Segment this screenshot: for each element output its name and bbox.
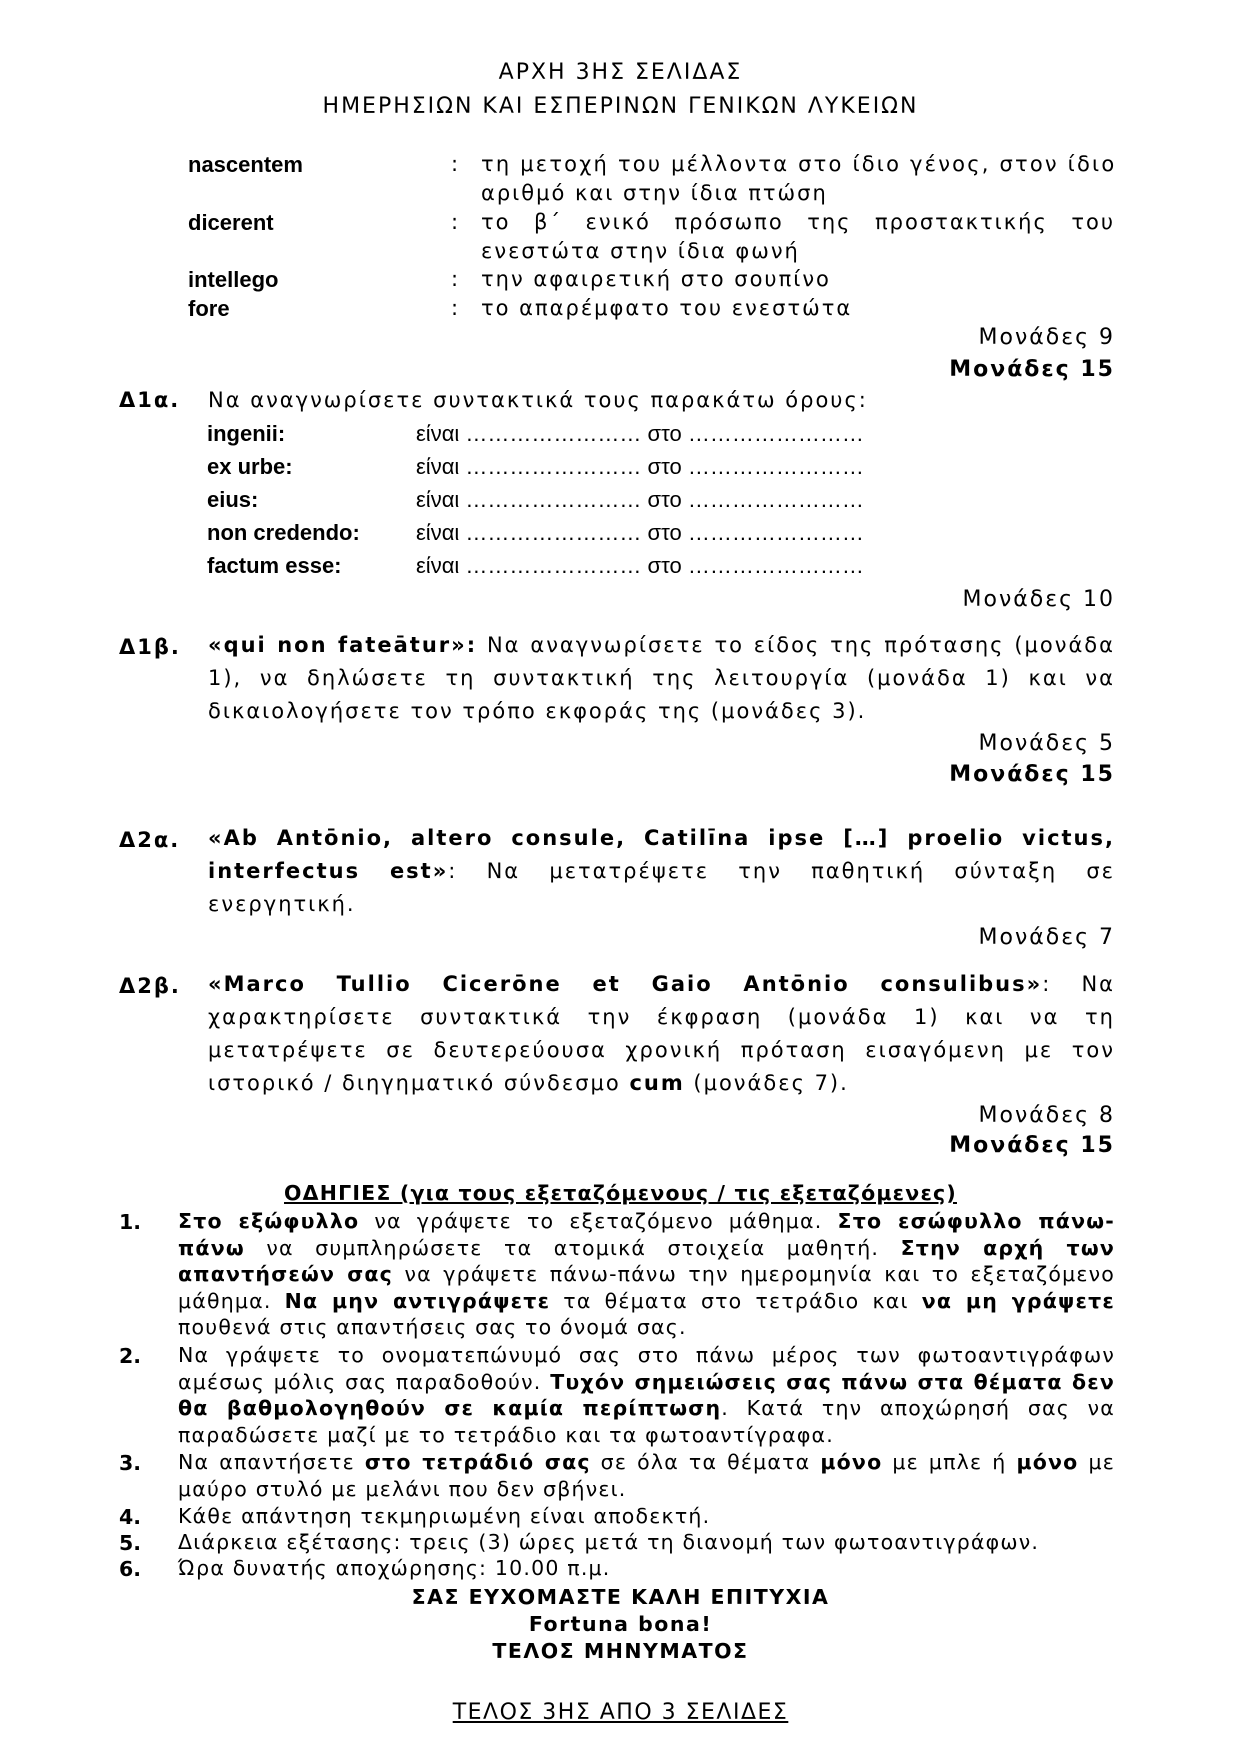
instruction-span: Να γράψετε το ονοματεπώνυμό σας στο πάνω μέρος των φωτοαντιγράφων αμέσως μόλις σας παραδοθούν. bbox=[178, 1343, 1115, 1394]
instruction-emphasis: Να μην αντιγράψετε bbox=[284, 1288, 551, 1313]
grammar-desc: το β΄ ενικό πρόσωπο της προστακτικής του bbox=[481, 210, 1115, 234]
page-footer: ΤΕΛΟΣ 3ΗΣ ΑΠΟ 3 ΣΕΛΙΔΕΣ bbox=[452, 1700, 789, 1725]
instructions-title: ΟΔΗΓΙΕΣ (για τους εξεταζόμενους / τις εξεταζόμενες) bbox=[284, 1181, 957, 1205]
instruction-span: να γράψετε πάνω-πάνω την ημερομηνία και το εξεταζόμενο μάθημα. bbox=[178, 1262, 1115, 1313]
grammar-term: dicerent bbox=[188, 210, 274, 235]
d1a-blank: είναι …………………… στο …………………… bbox=[416, 421, 864, 446]
d1a-blank: είναι …………………… στο …………………… bbox=[416, 454, 864, 479]
d2b-quote: «Marco Tullio Cicerōne et Gaio Antōnio consulibus» bbox=[208, 972, 1043, 996]
instruction-text bbox=[178, 1503, 1115, 1530]
instruction-number: 6. bbox=[119, 1557, 142, 1581]
d1a-term: factum esse: bbox=[207, 553, 342, 578]
instruction-text bbox=[178, 1342, 1115, 1448]
instruction-number: 5. bbox=[119, 1531, 142, 1555]
grammar-term: intellego bbox=[188, 267, 279, 292]
instruction-span: . Κατά την αποχώρησή σας να παραδώσετε μαζί με το τετράδιο και τα φωτοαντίγραφα. bbox=[178, 1396, 1115, 1447]
d1a-points: Μονάδες 10 bbox=[962, 587, 1115, 612]
d2a-points: Μονάδες 7 bbox=[978, 925, 1115, 950]
grammar-colon: : bbox=[451, 296, 459, 320]
instruction-span: σε όλα τα θέματα bbox=[590, 1450, 821, 1474]
d1b-instruction: Να αναγνωρίσετε το είδος της πρότασης (μονάδα 1), να δηλώσετε τη συντακτική της λειτουργία (μονάδα 1) και να δικαιολογήσετε τον τρόπο εκφοράς της (μονάδες 3). bbox=[208, 633, 1115, 723]
instruction-text bbox=[178, 1208, 1115, 1341]
header-line-2: ΗΜΕΡΗΣΙΩΝ ΚΑΙ ΕΣΠΕΡΙΝΩΝ ΓΕΝΙΚΩΝ ΛΥΚΕΙΩΝ bbox=[322, 94, 919, 119]
instruction-span: Διάρκεια εξέτασης: τρεις (3) ώρες μετά τη διανομή των φωτοαντιγράφων. bbox=[178, 1530, 1040, 1554]
d1a-blank: είναι …………………… στο …………………… bbox=[416, 487, 864, 512]
d1a-blank: είναι …………………… στο …………………… bbox=[416, 553, 864, 578]
instruction-span: τα θέματα στο τετράδιο και bbox=[550, 1288, 922, 1313]
grammar-term: nascentem bbox=[188, 152, 303, 177]
instruction-emphasis: Στο εσώφυλλο πάνω-πάνω bbox=[178, 1209, 1115, 1260]
instruction-number: 3. bbox=[119, 1451, 142, 1475]
d2b-text bbox=[208, 968, 1115, 1100]
instruction-span: με μαύρο στυλό με μελάνι που δεν σβήνει. bbox=[178, 1450, 1115, 1501]
instruction-number: 4. bbox=[119, 1505, 142, 1529]
instruction-emphasis: μόνο bbox=[820, 1450, 883, 1474]
grammar-term: fore bbox=[188, 296, 230, 321]
d2b-total: Μονάδες 15 bbox=[949, 1133, 1115, 1158]
grammar-colon: : bbox=[451, 152, 459, 176]
grammar-colon: : bbox=[451, 210, 459, 234]
d2b-instruction: : Να χαρακτηρίσετε συντακτικά την έκφραση (μονάδα 1) και να τη μετατρέψετε σε δευτερεύουσα χρονική πρόταση εισαγόμενη με τον ιστορικό / διηγηματικό σύνδεσμο bbox=[208, 972, 1115, 1095]
grammar-desc-cont: αριθμό και στην ίδια πτώση bbox=[481, 181, 828, 205]
d1a-blank: είναι …………………… στο …………………… bbox=[416, 520, 864, 545]
d2b-label: Δ2β. bbox=[119, 974, 181, 998]
grammar-desc: τη μετοχή του μέλλοντα στο ίδιο γένος, στον ίδιο bbox=[481, 152, 1117, 176]
instruction-number: 2. bbox=[119, 1344, 142, 1368]
instruction-span: Να απαντήσετε bbox=[178, 1450, 365, 1474]
instruction-text bbox=[178, 1449, 1115, 1502]
d1b-total: Μονάδες 15 bbox=[949, 762, 1115, 787]
closing-wish: ΣΑΣ ΕΥΧΟΜΑΣΤΕ ΚΑΛΗ ΕΠΙΤΥΧΙΑ bbox=[411, 1585, 830, 1609]
instruction-span: Ώρα δυνατής αποχώρησης: 10.00 π.μ. bbox=[178, 1556, 611, 1580]
d1b-label: Δ1β. bbox=[119, 635, 181, 659]
d1a-term: non credendo: bbox=[207, 520, 360, 545]
header-line-1: ΑΡΧΗ 3ΗΣ ΣΕΛΙΔΑΣ bbox=[498, 60, 743, 85]
instruction-emphasis: στο τετράδιό σας bbox=[364, 1450, 591, 1474]
grammar-colon: : bbox=[451, 267, 459, 291]
grammar-desc-cont: ενεστώτα στην ίδια φωνή bbox=[481, 239, 800, 263]
instruction-span: πουθενά στις απαντήσεις σας το όνομά σας. bbox=[178, 1315, 687, 1339]
instruction-emphasis: Στην αρχή των απαντήσεών σας bbox=[178, 1235, 1115, 1286]
d2a-text bbox=[208, 822, 1115, 921]
d2b-tail: (μονάδες 7). bbox=[684, 1071, 849, 1095]
closing-latin: Fortuna bona! bbox=[528, 1612, 713, 1636]
d2a-label: Δ2α. bbox=[119, 828, 181, 852]
instruction-span: Κάθε απάντηση τεκμηριωμένη είναι αποδεκτή. bbox=[178, 1504, 711, 1528]
d1a-label: Δ1α. bbox=[119, 388, 181, 412]
d2a-quote: «Ab Antōnio, altero consule, Catilīna ipse […] proelio victus, interfectus est» bbox=[208, 826, 1115, 883]
instruction-span: να συμπληρώσετε τα ατομικά στοιχεία μαθητή. bbox=[244, 1235, 901, 1260]
d1a-term: ingenii: bbox=[207, 421, 286, 446]
instruction-text bbox=[178, 1529, 1115, 1556]
d1a-term: ex urbe: bbox=[207, 454, 293, 479]
d1a-prompt: Να αναγνωρίσετε συντακτικά τους παρακάτω όρους: bbox=[208, 388, 868, 412]
grammar-total: Μονάδες 15 bbox=[949, 357, 1115, 382]
instruction-span: να γράψετε το εξεταζόμενο μάθημα. bbox=[359, 1209, 838, 1233]
grammar-desc: το απαρέμφατο του ενεστώτα bbox=[481, 296, 853, 320]
instruction-span: με μπλε ή bbox=[882, 1450, 1017, 1474]
grammar-points: Μονάδες 9 bbox=[978, 325, 1115, 350]
d2b-points: Μονάδες 8 bbox=[978, 1103, 1115, 1128]
closing-end-message: ΤΕΛΟΣ ΜΗΝΥΜΑΤΟΣ bbox=[492, 1639, 749, 1663]
d1b-quote: «qui non fateātur»: bbox=[208, 633, 478, 657]
instruction-text bbox=[178, 1555, 1115, 1582]
instruction-emphasis: Τυχόν σημειώσεις σας πάνω στα θέματα δεν θα βαθμολογηθούν σε καμία περίπτωση bbox=[178, 1369, 1116, 1420]
instruction-emphasis: να μη γράψετε bbox=[921, 1288, 1116, 1313]
instruction-number: 1. bbox=[119, 1210, 142, 1234]
d1a-term: eius: bbox=[207, 487, 259, 512]
d1b-points: Μονάδες 5 bbox=[978, 731, 1115, 756]
d2a-instruction: : Να μετατρέψετε την παθητική σύνταξη σε ενεργητική. bbox=[208, 859, 1115, 916]
instruction-emphasis: Στο εξώφυλλο bbox=[178, 1209, 360, 1233]
grammar-desc: την αφαιρετική στο σουπίνο bbox=[481, 267, 831, 291]
d2b-cum: cum bbox=[629, 1071, 685, 1095]
d1b-text bbox=[208, 629, 1115, 728]
instruction-emphasis: μόνο bbox=[1016, 1450, 1079, 1474]
